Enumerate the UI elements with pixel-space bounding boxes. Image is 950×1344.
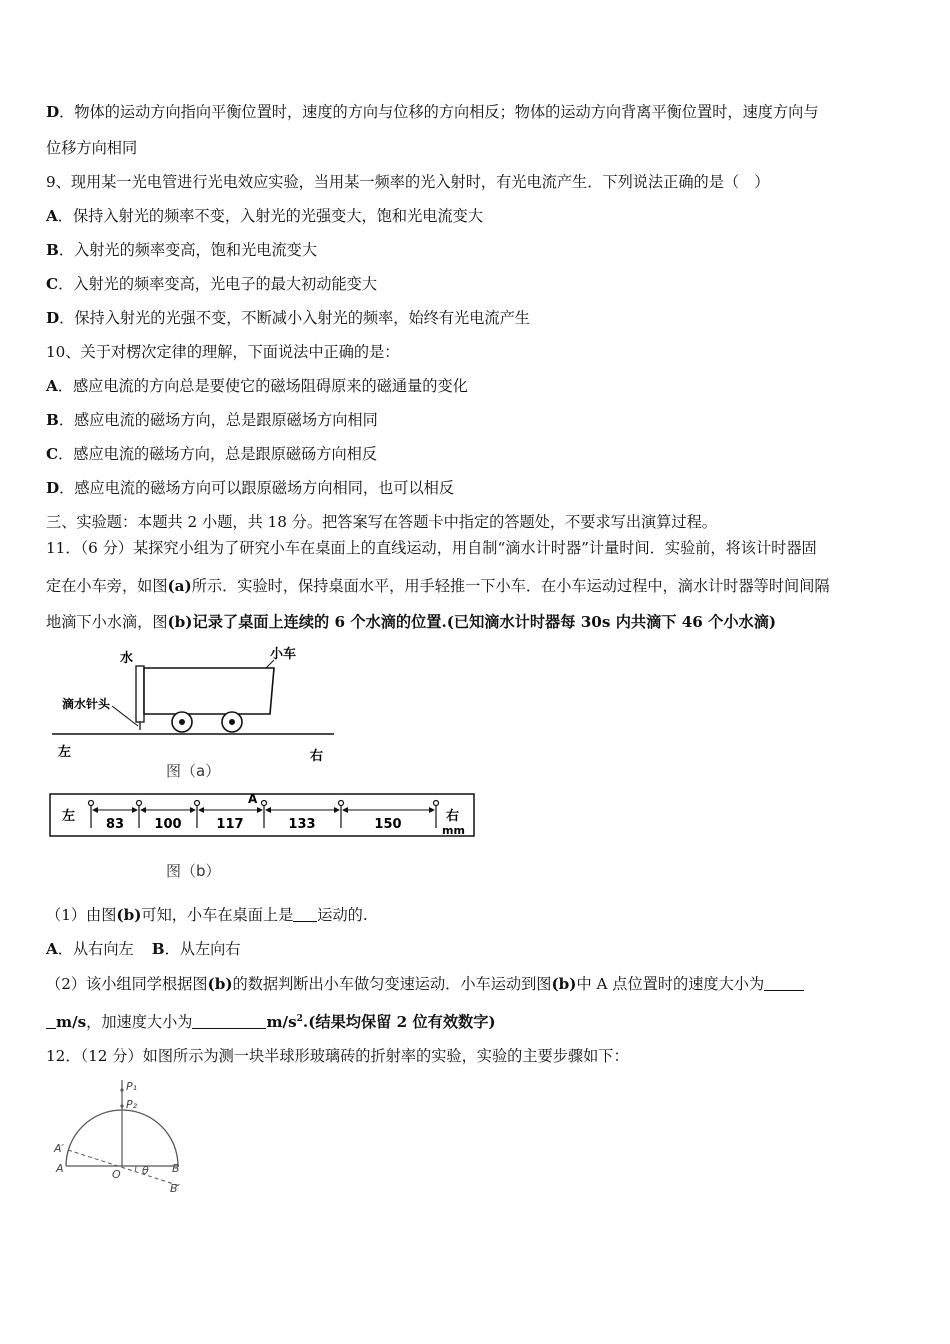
fig-a-nozzle-pointer	[112, 706, 138, 726]
q11-stem-line2: 定在小车旁，如图(a)所示．实验时，保持桌面水平，用手轻推一下小车．在小车运动过程中，滴水计时器等时间间隔	[46, 577, 830, 595]
q10-option-b: B．感应电流的磁场方向，总是跟原磁场方向相同	[46, 411, 378, 429]
q12-label-b: B	[172, 1162, 180, 1175]
q12-label-theta: θ	[142, 1164, 149, 1177]
fig-b-drop-1	[89, 801, 94, 806]
fig-b-drop-5	[339, 801, 344, 806]
fig-b-drop-4	[262, 801, 267, 806]
q9-option-c: C．入射光的频率变高，光电子的最大初动能变大	[46, 275, 378, 293]
fig-b-drop-3	[195, 801, 200, 806]
q11-part1-blank	[293, 905, 317, 922]
q8-option-d	[46, 102, 910, 122]
fig-a-cart-body	[144, 668, 274, 714]
q8-d-label: D	[46, 103, 60, 121]
q12-angle-arc	[135, 1166, 136, 1171]
q9-option-b: B．入射光的频率变高，饱和光电流变大	[46, 241, 318, 259]
q11-velocity-blank	[764, 974, 804, 991]
fig-a-caption: 图（a）	[166, 762, 221, 780]
fig-a-left-label: 左	[58, 745, 72, 760]
q12-label-b-prime: B′	[170, 1182, 181, 1195]
fig-b-unit: mm	[442, 824, 465, 837]
q10-option-d: D．感应电流的磁场方向可以跟原磁场方向相同，也可以相反	[46, 479, 455, 497]
q12-label-a-prime: A′	[54, 1142, 65, 1155]
q10-option-a: A．感应电流的方向总是要使它的磁场阻碍原来的磁通量的变化	[46, 377, 468, 395]
fig-b-seg-3: 117	[216, 817, 244, 832]
q9-option-d: D．保持入射光的光强不变，不断减小入射光的频率，始终有光电流产生	[46, 309, 530, 327]
fig-b-seg-5: 150	[374, 817, 402, 832]
fig-b-seg-1: 83	[105, 817, 125, 832]
q12-pin-p1	[120, 1088, 123, 1091]
q8-option-d-cont: 位移方向相同	[46, 139, 138, 157]
fig-b-caption: 图（b）	[166, 862, 221, 880]
q12-dashed-ray	[68, 1150, 180, 1186]
q12-label-a: A	[56, 1162, 64, 1175]
q9-option-a: A．保持入射光的频率不变，入射光的光强变大，饱和光电流变大	[46, 207, 484, 225]
q10-stem: 10、关于对楞次定律的理解，下面说法中正确的是：	[46, 343, 400, 361]
q11-part2-cont: m/s，加速度大小为 $m/s^2$.(结果均保留 2 位有效数字)	[46, 1012, 910, 1032]
q11-part1-options: A．从右向左 B．从左向右	[46, 940, 241, 958]
fig-b-left-label: 左	[62, 809, 76, 824]
q9-stem: 9、现用某一光电管进行光电效应实验，当用某一频率的光入射时，有光电流产生．下列说法正确的是（ ）	[46, 173, 770, 191]
q12-pin-p2	[120, 1104, 123, 1107]
q11-part1: （1）由图(b)可知，小车在桌面上是 运动的.	[46, 906, 368, 924]
q11-stem-line1: 11．（6 分）某探究小组为了研究小车在桌面上的直线运动，用自制“滴水计时器”计量时间．实验前，将该计时器固	[46, 539, 817, 557]
fig-b-drop-6	[434, 801, 439, 806]
fig-b-point-a: A	[248, 792, 258, 806]
fig-a-nozzle-label: 滴水针头	[62, 697, 111, 711]
figure-q12-hemisphere	[52, 1076, 192, 1196]
q11-part2: （2）该小组同学根据图(b)的数据判断出小车做匀变速运动．小车运动到图(b)中 A 点位置时的速度大小为	[46, 974, 910, 994]
fig-a-right-label: 右	[310, 749, 324, 764]
fig-b-right-label: 右	[446, 809, 460, 824]
q12-label-p2: P₂	[126, 1098, 138, 1111]
fig-a-dripper	[136, 666, 144, 722]
fig-a-water-label: 水	[120, 651, 134, 666]
section-3-heading: 三、实验题：本题共 2 小题，共 18 分。把答案写在答题卡中指定的答题处，不要求写出演算过程。	[46, 513, 717, 531]
fig-b-seg-4: 133	[288, 817, 316, 832]
q8-d-text: ．物体的运动方向指向平衡位置时，速度的方向与位移的方向相反；物体的运动方向背离平衡位置时，速度方向与	[59, 103, 819, 121]
q11-stem-line3: 地滴下小水滴，图(b)记录了桌面上连续的 6 个水滴的位置.(已知滴水计时器每 30s 内共滴下 46 个小水滴)	[46, 613, 777, 631]
q11-acceleration-blank	[192, 1012, 266, 1029]
q12-label-o: O	[112, 1168, 121, 1181]
q12-label-p1: P₁	[126, 1080, 138, 1093]
q12-stem: 12．（12 分）如图所示为测一块半球形玻璃砖的折射率的实验，实验的主要步骤如下：	[46, 1047, 629, 1065]
q10-option-c: C．感应电流的磁场方向，总是跟原磁砀方向相反	[46, 445, 378, 463]
fig-b-drop-2	[137, 801, 142, 806]
fig-b-seg-2: 100	[154, 817, 182, 832]
figure-a-cart-diagram	[48, 642, 338, 782]
fig-a-cart-label: 小车	[270, 647, 297, 662]
figure-b-drop-positions	[48, 788, 478, 884]
